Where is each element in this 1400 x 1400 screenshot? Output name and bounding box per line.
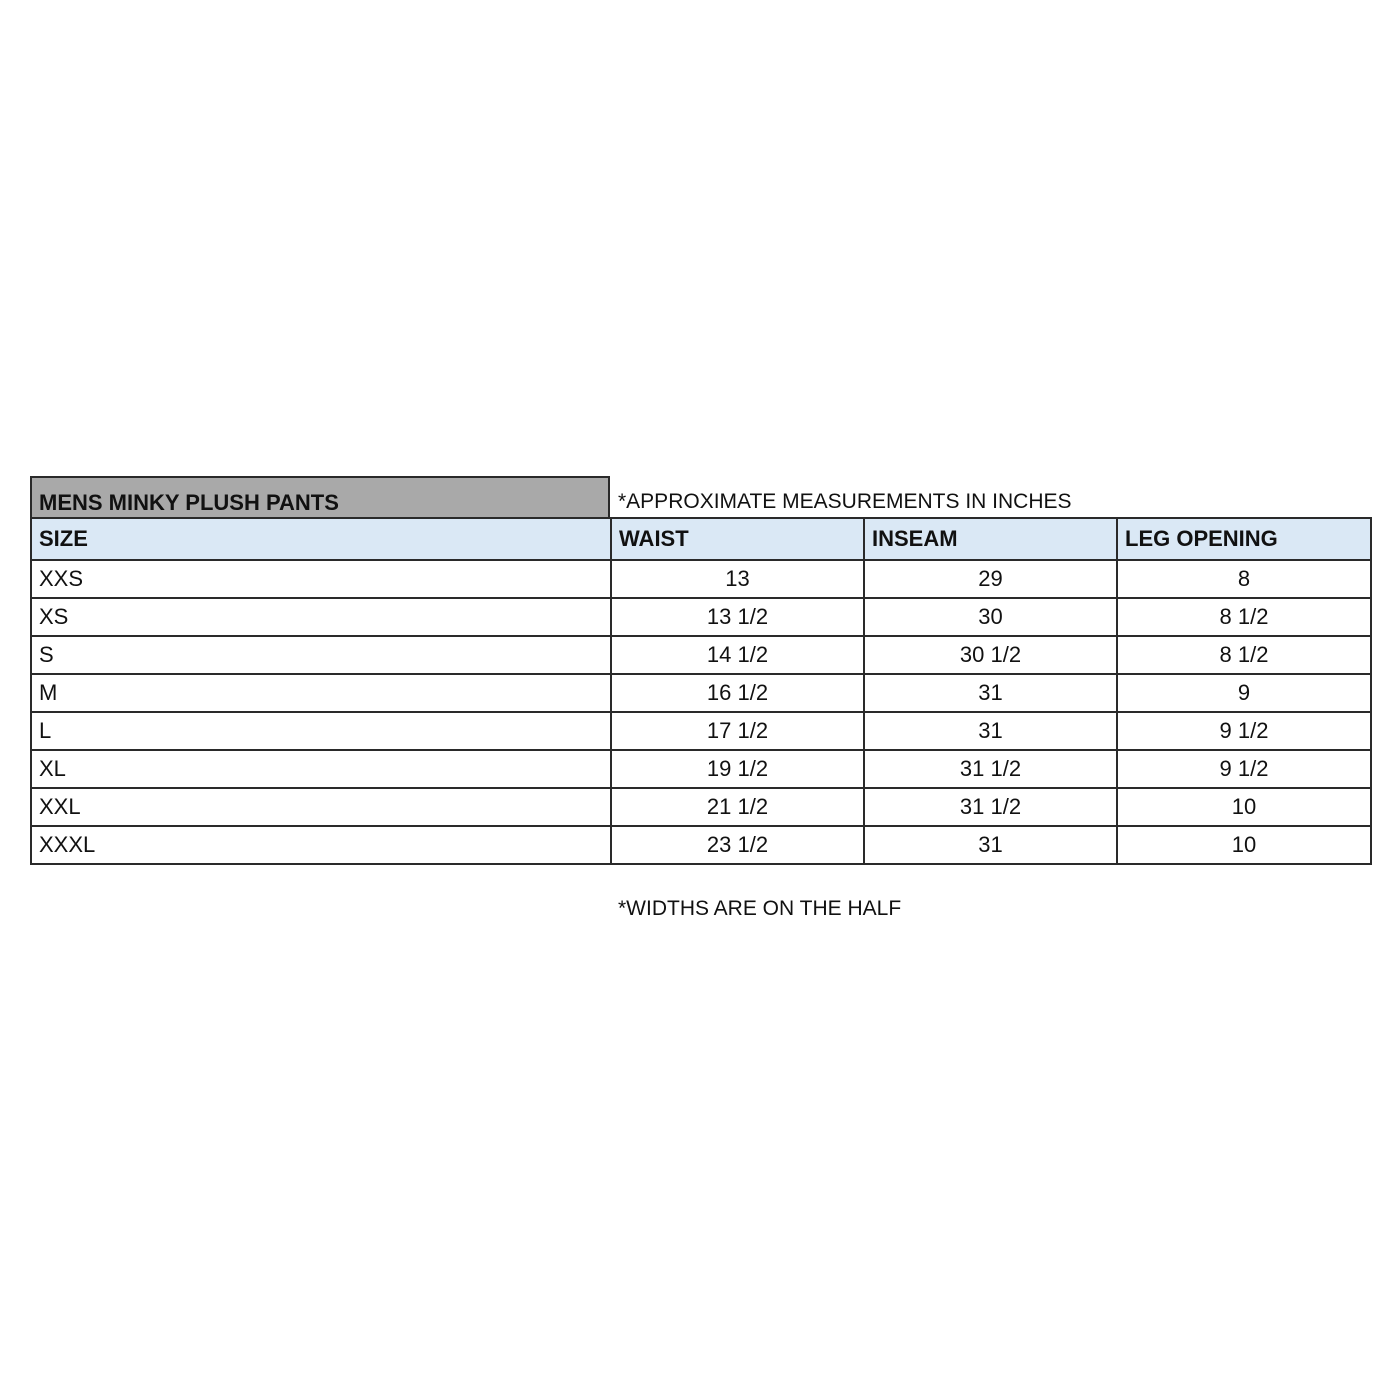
- inseam-cell: 31: [864, 674, 1117, 712]
- leg-opening-cell: 9 1/2: [1117, 712, 1371, 750]
- table-row: [31, 788, 1371, 826]
- leg-opening-cell: 9 1/2: [1117, 750, 1371, 788]
- table-row: [31, 750, 1371, 788]
- table-row: [31, 560, 1371, 598]
- header-leg-opening: LEG OPENING: [1117, 518, 1371, 560]
- leg-opening-cell: 8 1/2: [1117, 636, 1371, 674]
- chart-title: MENS MINKY PLUSH PANTS: [30, 476, 610, 517]
- waist-cell: 21 1/2: [611, 788, 864, 826]
- waist-cell: 19 1/2: [611, 750, 864, 788]
- leg-opening-cell: 8 1/2: [1117, 598, 1371, 636]
- waist-cell: 14 1/2: [611, 636, 864, 674]
- header-size: SIZE: [31, 518, 611, 560]
- table-row: [31, 598, 1371, 636]
- leg-opening-cell: 9: [1117, 674, 1371, 712]
- size-cell: M: [31, 674, 611, 712]
- header-waist: WAIST: [611, 518, 864, 560]
- inseam-cell: 29: [864, 560, 1117, 598]
- size-cell: XL: [31, 750, 611, 788]
- waist-cell: 13 1/2: [611, 598, 864, 636]
- waist-cell: 16 1/2: [611, 674, 864, 712]
- widths-note: *WIDTHS ARE ON THE HALF: [618, 897, 902, 920]
- table-row: [31, 636, 1371, 674]
- size-cell: XXL: [31, 788, 611, 826]
- table-row: [31, 826, 1371, 864]
- leg-opening-cell: 8: [1117, 560, 1371, 598]
- waist-cell: 13: [611, 560, 864, 598]
- table-row: [31, 674, 1371, 712]
- inseam-cell: 30: [864, 598, 1117, 636]
- leg-opening-cell: 10: [1117, 788, 1371, 826]
- inseam-cell: 31 1/2: [864, 750, 1117, 788]
- size-cell: XS: [31, 598, 611, 636]
- size-cell: XXXL: [31, 826, 611, 864]
- size-cell: XXS: [31, 560, 611, 598]
- size-cell: S: [31, 636, 611, 674]
- size-chart-table: [30, 517, 1372, 865]
- inseam-cell: 31: [864, 712, 1117, 750]
- waist-cell: 17 1/2: [611, 712, 864, 750]
- header-inseam: INSEAM: [864, 518, 1117, 560]
- waist-cell: 23 1/2: [611, 826, 864, 864]
- size-cell: L: [31, 712, 611, 750]
- measurement-note: *APPROXIMATE MEASUREMENTS IN INCHES: [618, 490, 1072, 513]
- inseam-cell: 31: [864, 826, 1117, 864]
- inseam-cell: 30 1/2: [864, 636, 1117, 674]
- leg-opening-cell: 10: [1117, 826, 1371, 864]
- header-row: [31, 518, 1371, 560]
- inseam-cell: 31 1/2: [864, 788, 1117, 826]
- table-row: [31, 712, 1371, 750]
